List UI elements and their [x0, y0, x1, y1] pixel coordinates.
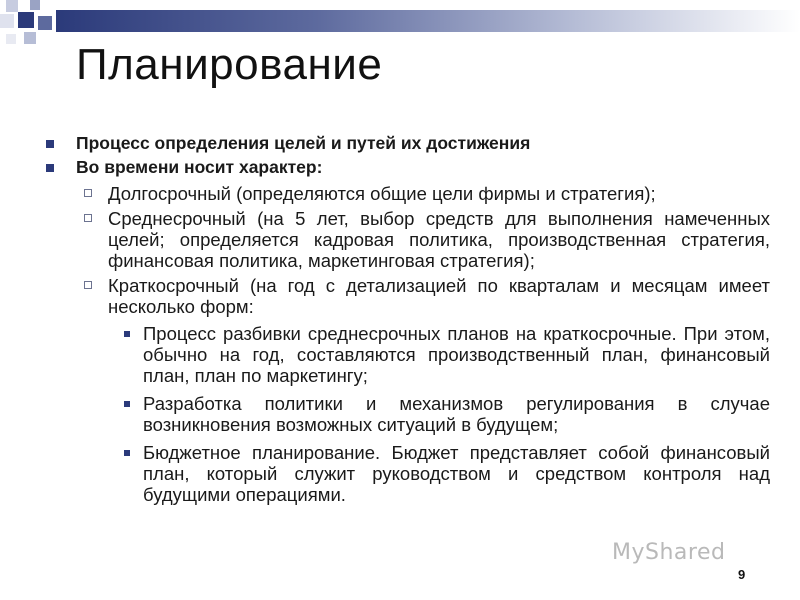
- decor-square: [38, 16, 52, 30]
- hollow-square-bullet-icon: [84, 214, 92, 222]
- list-item: [42, 208, 770, 271]
- small-square-bullet-icon: [124, 331, 130, 337]
- list-item: [42, 323, 770, 386]
- decor-square: [0, 14, 14, 28]
- hollow-square-bullet-icon: [84, 281, 92, 289]
- page-number: 9: [738, 567, 746, 582]
- header-gradient-bar: [56, 10, 800, 32]
- list-item: [42, 156, 770, 179]
- list-item-text: Краткосрочный (на год с детализацией по кварталам и месяцам имеет несколько форм:: [108, 275, 770, 317]
- list-item-text: Во времени носит характер:: [76, 157, 323, 177]
- small-square-bullet-icon: [124, 450, 130, 456]
- list-item-text: Процесс определения целей и путей их достижения: [76, 133, 531, 153]
- list-item-text: Разработка политики и механизмов регулирования в случае возникновения возможных ситуаций в будущем;: [143, 393, 770, 435]
- square-bullet-icon: [46, 164, 54, 172]
- list-item: [42, 275, 770, 317]
- decor-square: [6, 34, 16, 44]
- decor-square: [30, 0, 40, 10]
- list-item: [42, 183, 770, 204]
- bullet-list: [42, 132, 770, 512]
- hollow-square-bullet-icon: [84, 189, 92, 197]
- decor-square: [24, 32, 36, 44]
- header-decoration: [0, 0, 60, 50]
- watermark: MyShared: [612, 540, 726, 565]
- list-item: [42, 393, 770, 435]
- list-item: [42, 442, 770, 505]
- decor-square: [6, 0, 18, 12]
- list-item-text: Среднесрочный (на 5 лет, выбор средств для выполнения намеченных целей; определяется кадровая политика, производственная стратегия, финансовая политика, маркетинговая стратегия);: [108, 208, 770, 271]
- list-item-text: Процесс разбивки среднесрочных планов на краткосрочные. При этом, обычно на год, составляются производственный план, финансовый план, план по маркетингу;: [143, 323, 770, 386]
- list-item: [42, 132, 770, 155]
- slide-title: Планирование: [76, 40, 383, 89]
- list-item-text: Бюджетное планирование. Бюджет представляет собой финансовый план, который служит руководством и средством контроля над будущими операциями.: [143, 442, 770, 505]
- small-square-bullet-icon: [124, 401, 130, 407]
- square-bullet-icon: [46, 140, 54, 148]
- list-item-text: Долгосрочный (определяются общие цели фирмы и стратегия);: [108, 183, 656, 204]
- decor-square: [18, 12, 34, 28]
